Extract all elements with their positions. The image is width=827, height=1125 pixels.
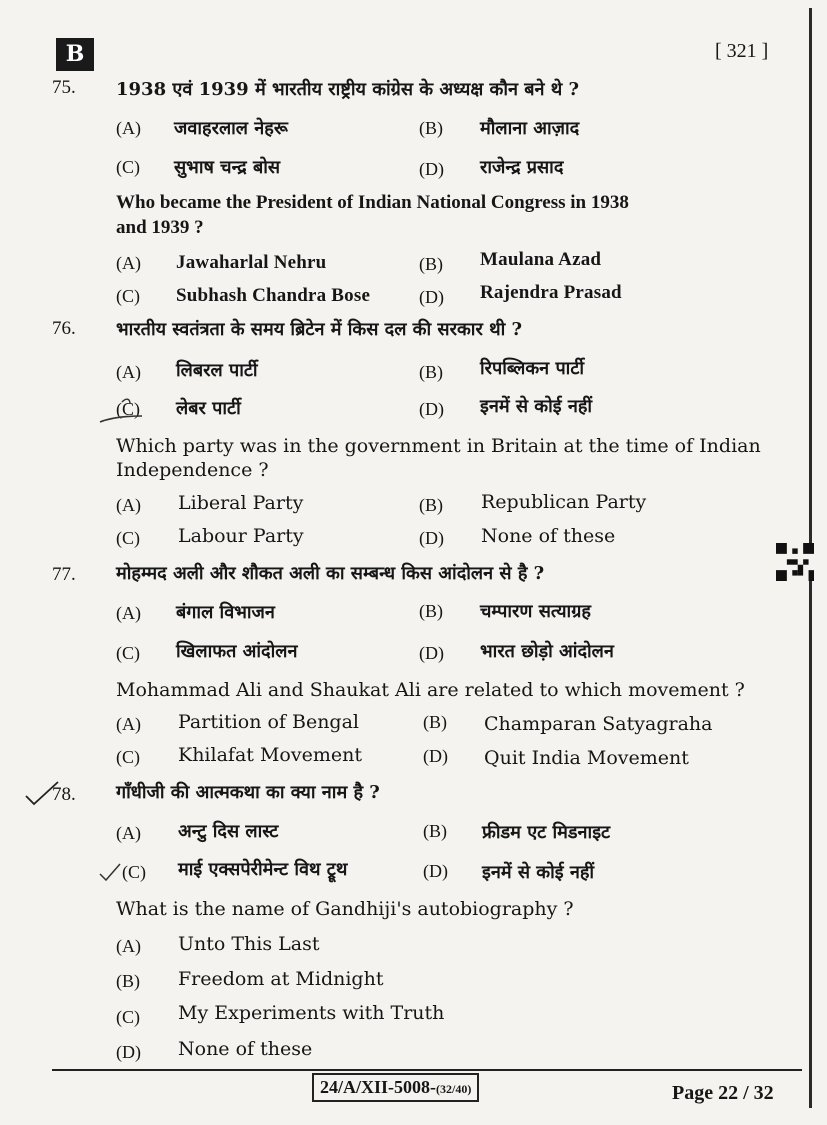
option-letter: (C) bbox=[116, 643, 140, 663]
exam-code-box bbox=[312, 1073, 479, 1102]
paper-code: [ 321 ] bbox=[715, 40, 769, 62]
option-letter: (A) bbox=[116, 495, 141, 515]
option-text-english: Partition of Bengal bbox=[178, 711, 360, 733]
question-text-english: Mohammad Ali and Shaukat Ali are related to which movement ? bbox=[116, 679, 745, 701]
set-badge: B bbox=[56, 38, 94, 71]
option-letter: (C) bbox=[116, 286, 140, 306]
option-letter: (C) bbox=[122, 862, 146, 882]
option-letter: (B) bbox=[419, 362, 443, 382]
option-text-hindi: फ्रीडम एट मिडनाइट bbox=[482, 822, 611, 843]
option-text-hindi: जवाहरलाल नेहरू bbox=[174, 118, 288, 139]
option-text-english: Liberal Party bbox=[178, 492, 304, 514]
option-letter: (A) bbox=[116, 118, 141, 138]
option-letter: (C) bbox=[116, 399, 140, 419]
option-text-hindi: लेबर पार्टी bbox=[176, 398, 241, 419]
option-text-english: Champaran Satyagraha bbox=[484, 713, 713, 735]
option-letter: (B) bbox=[423, 821, 447, 841]
option-letter: (C) bbox=[116, 747, 140, 767]
question-text-hindi: 1938 एवं 1939 में भारतीय राष्ट्रीय कांग्रेस के अध्यक्ष कौन बने थे ? bbox=[116, 79, 580, 100]
question-text-hindi: मोहम्मद अली और शौकत अली का सम्बन्ध किस आंदोलन से है ? bbox=[116, 563, 545, 584]
option-letter: (C) bbox=[116, 528, 140, 548]
option-text-hindi: भारत छोड़ो आंदोलन bbox=[480, 641, 614, 662]
option-text-hindi: इनमें से कोई नहीं bbox=[482, 862, 595, 883]
option-text-english: Labour Party bbox=[178, 525, 304, 547]
pen-tick-mark bbox=[96, 394, 146, 426]
question-text-english: Who became the President of Indian National Congress in 1938 bbox=[116, 192, 629, 213]
option-text-english: Unto This Last bbox=[178, 933, 320, 955]
question-text-hindi: गाँधीजी की आत्मकथा का क्या नाम है ? bbox=[116, 782, 380, 803]
page-number: Page 22 / 32 bbox=[672, 1082, 774, 1104]
qr-code-icon bbox=[776, 543, 814, 581]
option-letter: (C) bbox=[116, 1007, 140, 1027]
option-letter: (A) bbox=[116, 714, 141, 734]
question-text-english: What is the name of Gandhiji's autobiography ? bbox=[116, 898, 574, 920]
option-text-hindi: अन्टु दिस लास्ट bbox=[178, 821, 279, 842]
question-text-english-cont: and 1939 ? bbox=[116, 217, 204, 238]
option-letter: (B) bbox=[419, 118, 443, 138]
option-text-hindi: बंगाल विभाजन bbox=[176, 602, 275, 623]
option-text-english: Khilafat Movement bbox=[178, 744, 362, 766]
option-letter: (D) bbox=[419, 528, 444, 548]
option-letter: (D) bbox=[419, 643, 444, 663]
question-text-english-cont: Independence ? bbox=[116, 459, 269, 481]
pen-tick-mark bbox=[98, 860, 124, 882]
option-text-english: Quit India Movement bbox=[484, 747, 689, 769]
option-text-english: Jawaharlal Nehru bbox=[176, 252, 327, 273]
option-letter: (B) bbox=[419, 495, 443, 515]
option-text-hindi: मौलाना आज़ाद bbox=[480, 118, 580, 139]
footer-rule bbox=[52, 1069, 802, 1071]
option-letter: (B) bbox=[423, 712, 447, 732]
question-text-english: Which party was in the government in Britain at the time of Indian bbox=[116, 435, 761, 457]
question-number: 76. bbox=[52, 318, 76, 339]
option-text-english: Maulana Azad bbox=[480, 249, 602, 270]
option-letter: (D) bbox=[423, 861, 448, 881]
option-letter: (D) bbox=[419, 287, 444, 307]
option-letter: (C) bbox=[116, 157, 140, 177]
option-text-english: Republican Party bbox=[481, 491, 647, 513]
option-text-hindi: माई एक्सपेरीमेन्ट विथ ट्रूथ bbox=[178, 859, 348, 880]
option-letter: (D) bbox=[423, 746, 448, 766]
question-number: 77. bbox=[52, 564, 76, 585]
option-letter: (A) bbox=[116, 603, 141, 623]
option-text-english: My Experiments with Truth bbox=[178, 1002, 445, 1024]
option-letter: (A) bbox=[116, 362, 141, 382]
option-letter: (A) bbox=[116, 936, 141, 956]
exam-code: 24/A/XII-5008- bbox=[320, 1077, 436, 1097]
option-letter: (A) bbox=[116, 823, 141, 843]
option-text-hindi: खिलाफत आंदोलन bbox=[176, 641, 298, 662]
option-letter: (A) bbox=[116, 253, 141, 273]
option-text-english: Subhash Chandra Bose bbox=[176, 285, 371, 306]
option-text-hindi: रिपब्लिकन पार्टी bbox=[480, 358, 585, 379]
option-text-hindi: सुभाष चन्द्र बोस bbox=[174, 157, 281, 178]
question-number: 78. bbox=[52, 784, 76, 805]
option-text-english: Freedom at Midnight bbox=[178, 968, 384, 990]
option-text-hindi: इनमें से कोई नहीं bbox=[480, 396, 593, 417]
option-text-english: None of these bbox=[481, 525, 616, 547]
option-text-hindi: राजेन्द्र प्रसाद bbox=[480, 157, 564, 178]
option-letter: (D) bbox=[116, 1042, 141, 1062]
option-letter: (D) bbox=[419, 159, 444, 179]
option-text-hindi: चम्पारण सत्याग्रह bbox=[480, 601, 591, 622]
option-text-hindi: लिबरल पार्टी bbox=[176, 360, 258, 381]
question-text-hindi: भारतीय स्वतंत्रता के समय ब्रिटेन में किस दल की सरकार थी ? bbox=[116, 319, 523, 340]
option-letter: (B) bbox=[419, 254, 443, 274]
option-letter: (B) bbox=[419, 601, 443, 621]
option-letter: (D) bbox=[419, 399, 444, 419]
question-number: 75. bbox=[52, 77, 76, 98]
option-text-english: Rajendra Prasad bbox=[480, 282, 622, 303]
option-text-english: None of these bbox=[178, 1038, 313, 1060]
option-letter: (B) bbox=[116, 971, 140, 991]
sheet-ref: (32/40) bbox=[436, 1082, 472, 1096]
